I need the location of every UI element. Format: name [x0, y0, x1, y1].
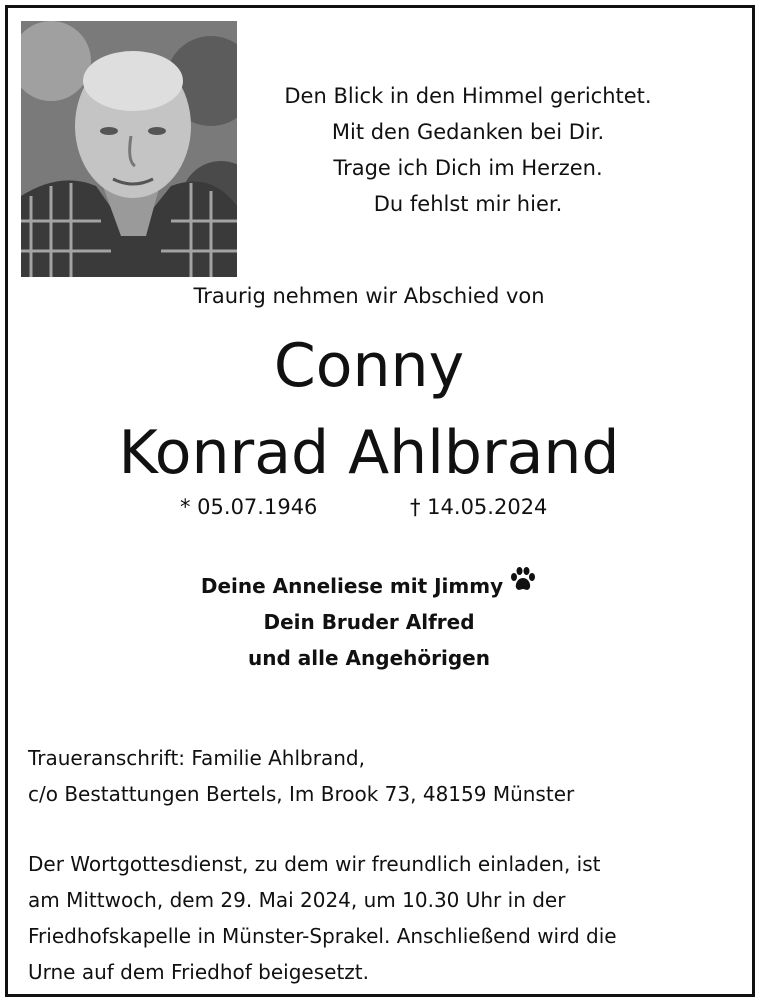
poem-line: Den Blick in den Himmel gerichtet.: [284, 84, 652, 108]
mourner-text: Deine Anneliese mit Jimmy: [200, 574, 504, 598]
mourner-line: Dein Bruder Alfred: [263, 610, 475, 634]
poem-line: Mit den Gedanken bei Dir.: [331, 120, 605, 144]
birth-date: * 05.07.1946: [180, 495, 318, 519]
condolence-address: [28, 740, 574, 812]
address-line: c/o Bestattungen Bertels, Im Brook 73, 48159 Münster: [28, 782, 575, 806]
service-line: Urne auf dem Friedhof beigesetzt.: [28, 960, 369, 984]
nickname: Conny: [273, 331, 465, 401]
paw-print-icon: [509, 566, 537, 603]
farewell-intro: Traurig nehmen wir Abschied von: [193, 284, 545, 308]
mourners: [8, 568, 730, 676]
mourner-line: und alle Angehörigen: [248, 646, 490, 670]
poem-line: Trage ich Dich im Herzen.: [333, 156, 603, 180]
service-line: Der Wortgottesdienst, zu dem wir freundlich einladen, ist: [28, 852, 601, 876]
service-info: [28, 846, 617, 990]
full-name: Konrad Ahlbrand: [118, 418, 620, 488]
service-line: am Mittwoch, dem 29. Mai 2024, um 10.30 Uhr in der: [28, 888, 566, 912]
poem-line: Du fehlst mir hier.: [373, 192, 563, 216]
death-date: † 14.05.2024: [410, 495, 548, 519]
portrait-image: [21, 21, 237, 277]
poem: [248, 78, 688, 222]
address-line: Traueranschrift: Familie Ahlbrand,: [28, 746, 365, 770]
obituary-notice: [5, 5, 755, 997]
portrait-photo: [21, 21, 237, 277]
service-line: Friedhofskapelle in Münster-Sprakel. Anschließend wird die: [28, 924, 617, 948]
mourner-line: [8, 568, 730, 604]
